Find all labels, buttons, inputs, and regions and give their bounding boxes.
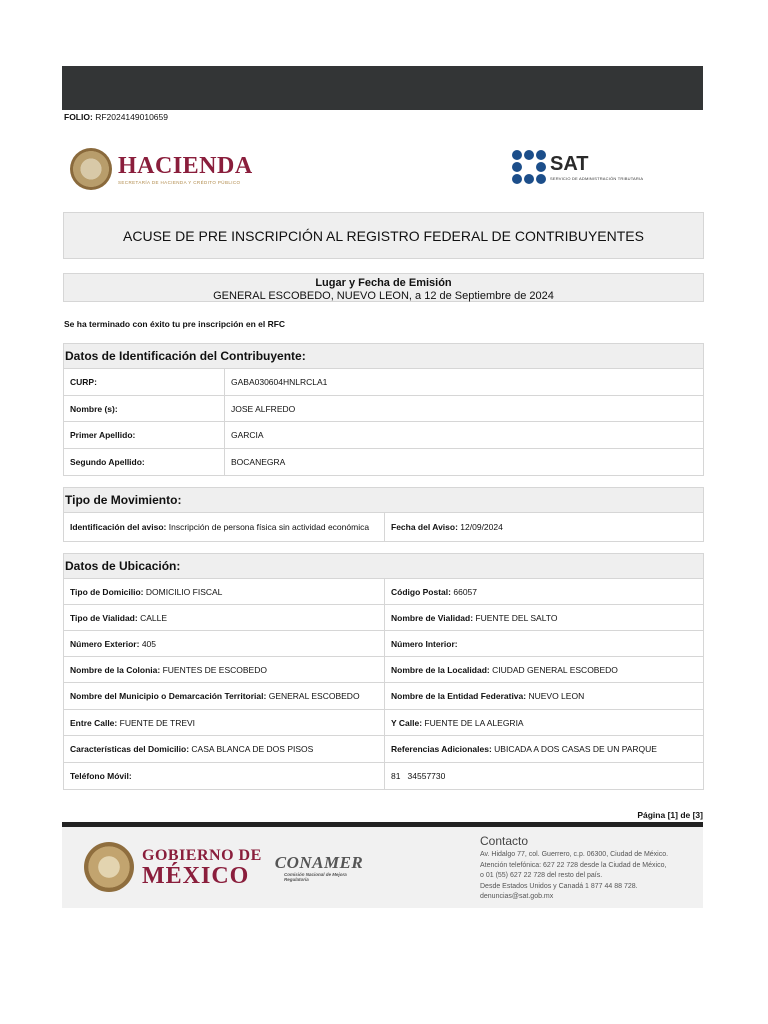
sat-title: SAT	[550, 152, 589, 175]
field-label: Teléfono Móvil:	[70, 771, 132, 781]
folio-label: FOLIO:	[64, 112, 93, 122]
table-row	[64, 369, 703, 396]
field-cell	[64, 605, 384, 630]
field-value: GARCIA	[224, 422, 703, 448]
field-cell	[64, 631, 384, 656]
gobierno-line2: MÉXICO	[142, 862, 250, 889]
field-value: NUEVO LEON	[528, 691, 585, 701]
field-label: Primer Apellido:	[70, 430, 136, 440]
field-cell	[64, 657, 384, 682]
contact-line: Atención telefónica: 627 22 728 desde la Ciudad de México,	[480, 861, 667, 869]
field-cell	[64, 579, 384, 604]
field-label: Referencias Adicionales:	[391, 744, 492, 754]
field-label: Segundo Apellido:	[70, 457, 145, 467]
field-value: CALLE	[140, 612, 168, 623]
field-label: CURP:	[70, 377, 97, 387]
field-value: JOSE ALFREDO	[224, 396, 703, 421]
field-cell	[64, 683, 384, 709]
field-label: Nombre de la Colonia:	[70, 664, 161, 675]
table-row	[64, 736, 703, 763]
page-number: Página [1] de [3]	[637, 810, 703, 820]
contact-line: Desde Estados Unidos y Canadá 1 877 44 88 728.	[480, 882, 638, 890]
field-cell	[384, 683, 703, 709]
field-label: Tipo de Domicilio:	[70, 586, 144, 597]
field-label: Número Exterior:	[70, 638, 140, 649]
sat-dots-icon	[512, 150, 546, 184]
field-cell	[384, 631, 703, 656]
field-value: CASA BLANCA DE DOS PISOS	[191, 744, 314, 754]
field-label: Nombre de la Localidad:	[391, 664, 490, 675]
contact-block	[480, 834, 700, 903]
aviso-value: Inscripción de persona física sin actividad económica	[168, 522, 370, 532]
field-label: Código Postal:	[391, 586, 451, 597]
fecha-aviso-cell	[384, 513, 703, 541]
document-title: ACUSE DE PRE INSCRIPCIÓN AL REGISTRO FEDERAL DE CONTRIBUYENTES	[63, 212, 704, 259]
field-value: CIUDAD GENERAL ESCOBEDO	[492, 664, 618, 675]
contact-line: o 01 (55) 627 22 728 del resto del país.	[480, 872, 603, 879]
field-cell	[384, 605, 703, 630]
fecha-aviso-label: Fecha del Aviso:	[391, 522, 458, 532]
table-row	[64, 449, 703, 475]
field-cell	[384, 736, 703, 762]
table-row	[64, 710, 703, 736]
lugar-fecha-box	[63, 273, 704, 302]
field-value: GENERAL ESCOBEDO	[268, 691, 360, 701]
field-label: Tipo de Vialidad:	[70, 612, 138, 623]
table-row	[64, 396, 703, 422]
aviso-label: Identificación del aviso:	[70, 522, 167, 532]
sat-logo	[512, 148, 672, 186]
field-value: 66057	[453, 586, 477, 597]
field-label: Entre Calle:	[70, 717, 118, 728]
field-cell	[384, 657, 703, 682]
table-row	[64, 683, 703, 710]
field-value: FUENTE DEL SALTO	[475, 612, 558, 623]
success-message: Se ha terminado con éxito tu pre inscripción en el RFC	[64, 319, 286, 329]
field-value: GABA030604HNLRCLA1	[224, 369, 703, 395]
identificacion-heading: Datos de Identificación del Contribuyente:	[64, 344, 703, 369]
field-value: UBICADA A DOS CASAS DE UN PARQUE	[494, 744, 657, 754]
hacienda-subtitle: SECRETARÍA DE HACIENDA Y CRÉDITO PÚBLICO	[118, 179, 241, 185]
hacienda-title: HACIENDA	[118, 152, 253, 179]
field-value: DOMICILIO FISCAL	[145, 586, 223, 597]
field-value: FUENTE DE LA ALEGRIA	[424, 717, 524, 728]
movimiento-heading: Tipo de Movimiento:	[64, 488, 703, 513]
gobierno-logo	[84, 838, 264, 896]
table-row	[64, 631, 703, 657]
table-row	[64, 422, 703, 449]
gobierno-line1: GOBIERNO DE	[142, 846, 262, 864]
sat-subtitle: SERVICIO DE ADMINISTRACIÓN TRIBUTARIA	[550, 175, 644, 181]
folio	[64, 112, 168, 122]
lugar-heading: Lugar y Fecha de Emisión	[315, 277, 452, 289]
field-value: BOCANEGRA	[224, 449, 703, 475]
field-cell	[384, 710, 703, 735]
mexico-seal-icon	[70, 148, 112, 190]
field-cell	[64, 763, 384, 789]
lugar-value: GENERAL ESCOBEDO, NUEVO LEON, a 12 de Septiembre de 2024	[213, 290, 554, 302]
field-label: Nombre del Municipio o Demarcación Territorial:	[70, 691, 267, 701]
ubicacion-heading: Datos de Ubicación:	[64, 554, 703, 579]
field-label: Nombre de la Entidad Federativa:	[391, 691, 527, 701]
folio-value: RF2024149010659	[95, 112, 168, 122]
field-cell	[384, 579, 703, 604]
identificacion-section	[63, 343, 704, 476]
mexico-seal-icon	[84, 842, 134, 892]
conamer-subtitle: Comisión Nacional de Mejora Regulatoria	[284, 872, 347, 882]
table-row	[64, 657, 703, 683]
table-row	[64, 579, 703, 605]
field-label: Nombre de Vialidad:	[391, 612, 474, 623]
conamer-logo	[274, 853, 364, 886]
conamer-title: CONAMER	[274, 853, 364, 872]
contact-email-link[interactable]: denuncias@sat.gob.mx	[480, 893, 554, 900]
contact-heading: Contacto	[480, 834, 529, 848]
field-cell	[64, 736, 384, 762]
movimiento-section	[63, 487, 704, 542]
field-label: Y Calle:	[391, 717, 423, 728]
field-label: Características del Domicilio:	[70, 744, 190, 754]
contact-line: Av. Hidalgo 77, col. Guerrero, c.p. 06300, Ciudad de México.	[480, 851, 669, 858]
field-value: FUENTE DE TREVI	[119, 717, 196, 728]
table-row	[64, 605, 703, 631]
fecha-aviso-value: 12/09/2024	[460, 522, 503, 532]
field-cell	[384, 763, 703, 789]
ubicacion-section	[63, 553, 704, 790]
field-cell	[64, 710, 384, 735]
field-value: 405	[141, 638, 156, 649]
field-value: FUENTES DE ESCOBEDO	[162, 664, 267, 675]
table-row	[64, 763, 703, 789]
field-label: Número Interior:	[391, 638, 458, 649]
field-value: 81 34557730	[391, 771, 446, 781]
hacienda-logo	[70, 144, 270, 194]
header-bar	[62, 66, 703, 110]
aviso-cell	[64, 513, 384, 541]
table-row	[64, 513, 703, 541]
field-label: Nombre (s):	[70, 403, 118, 414]
